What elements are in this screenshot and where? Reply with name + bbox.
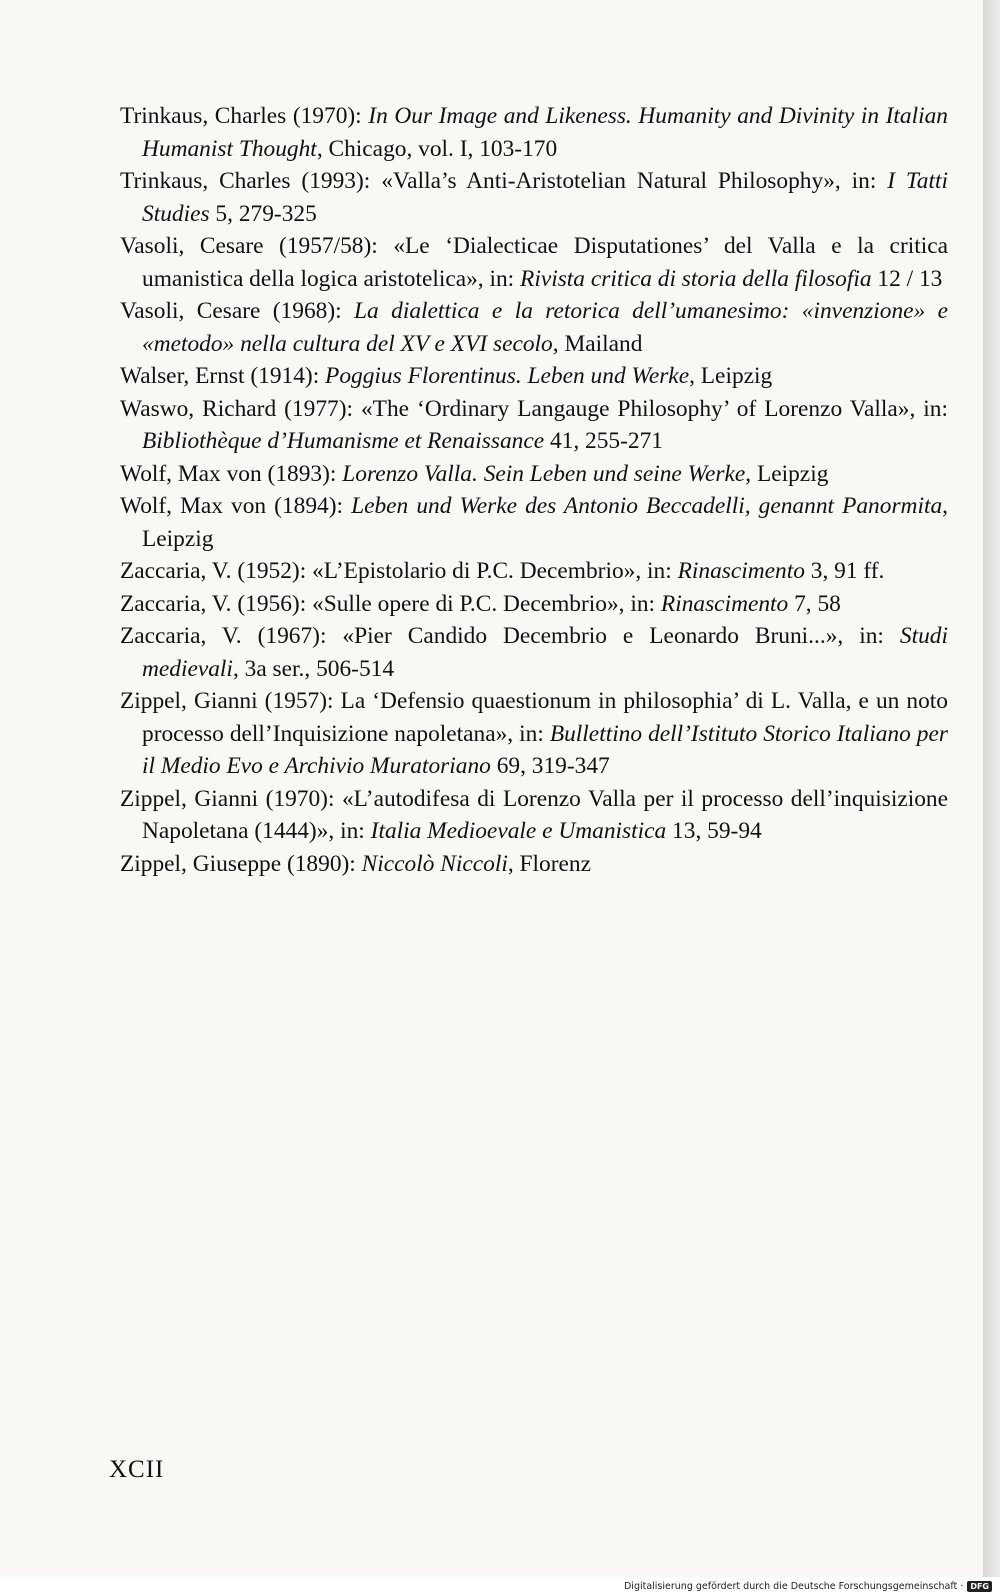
entry-text: Zippel, Gianni (1970): «L’autodifesa di Lorenzo Valla per il processo dell’inquisizione Napoletana (1444)», in: [120, 785, 948, 844]
digitization-footer [0, 1577, 1000, 1596]
bibliography-entry [120, 393, 948, 458]
bibliography-entry [120, 295, 948, 360]
dfg-logo: DFG [967, 1581, 992, 1592]
entry-text: , Leipzig [745, 460, 829, 487]
entry-text: , Chicago, vol. I, 103-170 [316, 135, 558, 162]
entry-text: Vasoli, Cesare (1957/58): «Le ‘Dialecticae Disputationes’ del Valla e la critica umanistica della logica aristotelica», in: [120, 233, 948, 292]
entry-title: Italia Medioevale e Umanistica [370, 818, 667, 844]
bibliography-list [120, 100, 948, 880]
entry-text: Zippel, Giuseppe (1890): [120, 850, 362, 877]
entry-text: Waswo, Richard (1977): «The ‘Ordinary Langauge Philosophy’ of Lorenzo Valla», in: [120, 395, 948, 422]
entry-text: 7, 58 [788, 590, 841, 617]
bibliography-entry [120, 458, 948, 491]
entry-title: Poggius Florentinus. Leben und Werke [325, 363, 690, 389]
bibliography-entry [120, 588, 948, 621]
entry-title: Rinascimento [677, 558, 805, 584]
entry-text: Trinkaus, Charles (1993): «Valla’s Anti-Aristotelian Natural Philosophy», in: [120, 168, 888, 194]
entry-text: Zaccaria, V. (1956): «Sulle opere di P.C. Decembrio», in: [120, 590, 661, 617]
bibliography-entry [120, 685, 948, 783]
entry-title: In Our Image and Likeness. Humanity and Divinity in Italian Humanist Thought [142, 103, 948, 162]
entry-text: Zaccaria, V. (1952): «L’Epistolario di P.C. Decembrio», in: [120, 558, 678, 584]
bibliography-entry [120, 490, 948, 555]
entry-title: Rivista critica di storia della filosofia [520, 265, 872, 292]
entry-text: Zippel, Gianni (1957): La ‘Defensio quaestionum in philosophia’ di L. Valla, e un noto processo dell’Inquisizione napoletana», in: [120, 688, 948, 747]
entry-text: , Leipzig [689, 363, 773, 389]
entry-title: Lorenzo Valla. Sein Leben und seine Werke [342, 460, 746, 487]
page-number: XCII [109, 1456, 165, 1483]
entry-text: 13, 59-94 [666, 818, 762, 844]
bibliography-entry [120, 783, 948, 848]
entry-text: 12 / 13 [871, 265, 943, 292]
entry-title: Rinascimento [660, 590, 789, 617]
entry-text: , Leipzig [142, 493, 948, 552]
entry-title: Niccolò Niccoli [361, 850, 508, 877]
entry-text: Wolf, Max von (1894): [120, 493, 352, 519]
entry-text: Trinkaus, Charles (1970): [120, 103, 369, 129]
entry-text: , Mailand [552, 330, 643, 357]
bibliography-entry [120, 230, 948, 295]
entry-text: Walser, Ernst (1914): [120, 363, 326, 389]
entry-text: 5, 279-325 [209, 200, 317, 227]
page-edge [983, 0, 1000, 1577]
entry-title: Studi medievali [142, 623, 948, 682]
entry-title: Bullettino dell’Istituto Storico Italiano per il Medio Evo e Archivio Muratoriano [142, 720, 948, 779]
bibliography-entry [120, 100, 948, 165]
entry-title: Leben und Werke des Antonio Beccadelli, genannt Panormita [351, 493, 943, 519]
entry-title: I Tatti Studies [142, 168, 948, 227]
entry-text: Zaccaria, V. (1967): «Pier Candido Decembrio e Leonardo Bruni...», in: [120, 623, 900, 649]
bibliography-entry [120, 360, 948, 393]
entry-title: La dialettica e la retorica dell’umanesimo: «invenzione» e «metodo» nella cultura del XV e XVI secolo [142, 298, 948, 357]
bibliography-entry [120, 165, 948, 230]
entry-title: Bibliothèque d’Humanisme et Renaissance [142, 428, 545, 454]
entry-text: 41, 255-271 [544, 428, 664, 454]
footer-text: Digitalisierung gefördert durch die Deutsche Forschungsgemeinschaft · [623, 1581, 964, 1592]
bibliography-entry [120, 848, 948, 881]
bibliography-entry [120, 620, 948, 685]
entry-text: Vasoli, Cesare (1968): [120, 298, 355, 324]
bibliography-entry [120, 555, 948, 588]
entry-text: 69, 319-347 [490, 753, 610, 779]
entry-text: , Florenz [507, 850, 591, 877]
entry-text: Wolf, Max von (1893): [120, 460, 343, 487]
entry-text: 3, 91 ff. [804, 558, 885, 584]
entry-text: , 3a ser., 506-514 [232, 655, 395, 682]
